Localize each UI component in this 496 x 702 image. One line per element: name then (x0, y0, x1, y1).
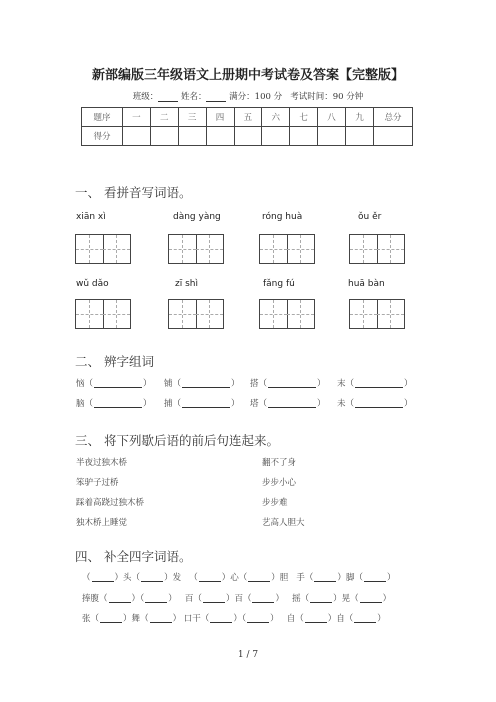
answer-blank[interactable] (314, 573, 336, 582)
answer-blank[interactable] (94, 399, 142, 408)
answer-blank[interactable] (141, 573, 163, 582)
idiom-char: 捧腹 (82, 594, 100, 604)
score-cell[interactable] (123, 127, 151, 146)
section-2-title: 二、 辨字组词 (75, 354, 154, 369)
word-group: 脑（ ） (76, 399, 152, 409)
class-label: 班级： (132, 92, 159, 102)
writing-grid[interactable] (349, 234, 405, 264)
idiom-row: 张（ ）舞（ ） 口干（ ）（ ） 自（ ）自（ ） (82, 614, 386, 624)
answer-blank[interactable] (247, 614, 269, 623)
char: 塔 (250, 399, 259, 409)
char: 铺 (164, 379, 173, 389)
proverb-right[interactable]: 艺高人胆大 (262, 518, 305, 528)
name-label: 姓名： (180, 92, 207, 102)
answer-blank[interactable] (199, 573, 221, 582)
score-header-cell: 总分 (374, 108, 413, 127)
score-cell[interactable] (318, 127, 346, 146)
score-header-cell: 二 (150, 108, 178, 127)
word-group: 恼（ ） (76, 379, 152, 389)
idiom-char: 心 (230, 573, 239, 583)
idiom-char: 自 (286, 614, 296, 624)
score-header-cell: 五 (234, 108, 262, 127)
score-cell[interactable] (178, 127, 206, 146)
pinyin-label: wǔ dǎo (76, 279, 109, 289)
char: 未 (337, 399, 346, 409)
score-header-cell: 题序 (82, 108, 123, 127)
score-cell[interactable] (346, 127, 374, 146)
score-cell[interactable] (374, 127, 413, 146)
answer-blank[interactable] (360, 594, 382, 603)
answer-blank[interactable] (364, 573, 386, 582)
idiom-char: 百 (234, 594, 243, 604)
score-cell[interactable] (234, 127, 262, 146)
pinyin-label: xiān xì (76, 212, 106, 222)
answer-blank[interactable] (355, 379, 403, 388)
writing-grid[interactable] (75, 234, 131, 264)
char: 末 (337, 379, 346, 389)
answer-blank[interactable] (305, 614, 327, 623)
answer-blank[interactable] (94, 379, 142, 388)
idiom-char: 舞 (131, 614, 141, 624)
idiom-row: 捧腹（ ）（ ） 百（ ）百（ ） 摇（ ）晃（ ） (82, 594, 392, 604)
answer-blank[interactable] (100, 614, 122, 623)
score-cell[interactable] (262, 127, 290, 146)
score-header-cell: 一 (123, 108, 151, 127)
answer-blank[interactable] (355, 399, 403, 408)
answer-blank[interactable] (268, 379, 316, 388)
idiom-char: 张 (82, 614, 91, 624)
answer-blank[interactable] (182, 399, 230, 408)
word-group: 塔（ ） (250, 399, 326, 409)
score-cell[interactable] (290, 127, 318, 146)
score-cell[interactable] (206, 127, 234, 146)
idiom-char: 胆 (279, 573, 289, 583)
answer-blank[interactable] (210, 614, 232, 623)
word-group: 搭（ ） (250, 379, 326, 389)
word-group: 铺（ ） (164, 379, 240, 389)
char: 捕 (164, 399, 173, 409)
writing-grid[interactable] (168, 234, 224, 264)
score-row-label: 得分 (82, 127, 123, 146)
answer-blank[interactable] (203, 594, 225, 603)
answer-blank[interactable] (268, 399, 316, 408)
section-4-title: 四、 补全四字词语。 (75, 549, 192, 564)
answer-blank[interactable] (310, 594, 332, 603)
word-group: 末（ ） (337, 379, 413, 389)
idiom-char: 发 (172, 573, 182, 583)
score-table-header-row (82, 108, 413, 127)
pinyin-label: huā bàn (348, 279, 385, 289)
char: 恼 (76, 379, 85, 389)
char: 搭 (250, 379, 259, 389)
answer-blank[interactable] (248, 573, 270, 582)
class-blank[interactable] (158, 92, 178, 102)
idiom-char: 脚 (345, 573, 355, 583)
idiom-char: 口干 (183, 614, 201, 624)
score-table-score-row (82, 127, 413, 146)
proverb-left[interactable]: 笨驴子过桥 (76, 478, 119, 488)
idiom-char: 头 (123, 573, 132, 583)
proverb-left[interactable]: 踩着高跷过独木桥 (76, 498, 145, 508)
section-1-title: 一、 看拼音写词语。 (75, 185, 192, 200)
idiom-char: 摇 (292, 594, 301, 604)
answer-blank[interactable] (145, 594, 167, 603)
writing-grid[interactable] (259, 234, 315, 264)
proverb-left[interactable]: 独木桥上睡觉 (76, 518, 128, 528)
writing-grid[interactable] (349, 299, 405, 329)
score-table (81, 107, 413, 146)
idiom-char: 手 (296, 573, 305, 583)
char: 脑 (76, 399, 85, 409)
page-title: 新部编版三年级语文上册期中考试卷及答案【完整版】 (91, 68, 404, 83)
proverb-right[interactable]: 翻不了身 (262, 458, 297, 468)
answer-blank[interactable] (354, 614, 376, 623)
writing-grid[interactable] (75, 299, 131, 329)
writing-grid[interactable] (168, 299, 224, 329)
score-cell[interactable] (150, 127, 178, 146)
score-header-cell: 七 (290, 108, 318, 127)
idiom-char: 自 (336, 614, 345, 624)
score-header-cell: 三 (178, 108, 206, 127)
section-3-title: 三、 将下列歇后语的前后句连起来。 (75, 433, 279, 448)
answer-blank[interactable] (150, 614, 172, 623)
page-number: 1 / 7 (237, 650, 259, 660)
proverb-right[interactable]: 步步难 (262, 498, 288, 508)
word-group: 捕（ ） (164, 399, 240, 409)
word-group: 未（ ） (337, 399, 413, 409)
writing-grid[interactable] (259, 299, 315, 329)
score-header-cell: 八 (318, 108, 346, 127)
idiom-char: 百 (184, 594, 194, 604)
pinyin-label: róng huà (262, 212, 303, 222)
idiom-row: （ ）头（ ）发 （ ）心（ ）胆 手（ ）脚（ ） (82, 573, 396, 583)
name-blank[interactable] (206, 92, 226, 102)
pinyin-label: zī shì (175, 279, 198, 289)
score-header-cell: 四 (206, 108, 234, 127)
exam-info (0, 90, 496, 102)
pinyin-label: ǒu ěr (358, 212, 382, 222)
pinyin-label: fǎng fú (263, 279, 295, 289)
answer-blank[interactable] (92, 573, 114, 582)
proverb-right[interactable]: 步步小心 (262, 478, 297, 488)
score-label: 满分：100 分 (229, 92, 283, 102)
score-header-cell: 九 (346, 108, 374, 127)
proverb-left[interactable]: 半夜过独木桥 (76, 458, 128, 468)
pinyin-label: dàng yàng (173, 212, 221, 222)
answer-blank[interactable] (109, 594, 131, 603)
score-header-cell: 六 (262, 108, 290, 127)
time-label: 考试时间：90 分钟 (290, 92, 364, 102)
answer-blank[interactable] (252, 594, 274, 603)
idiom-char: 晃 (341, 594, 351, 604)
answer-blank[interactable] (182, 379, 230, 388)
